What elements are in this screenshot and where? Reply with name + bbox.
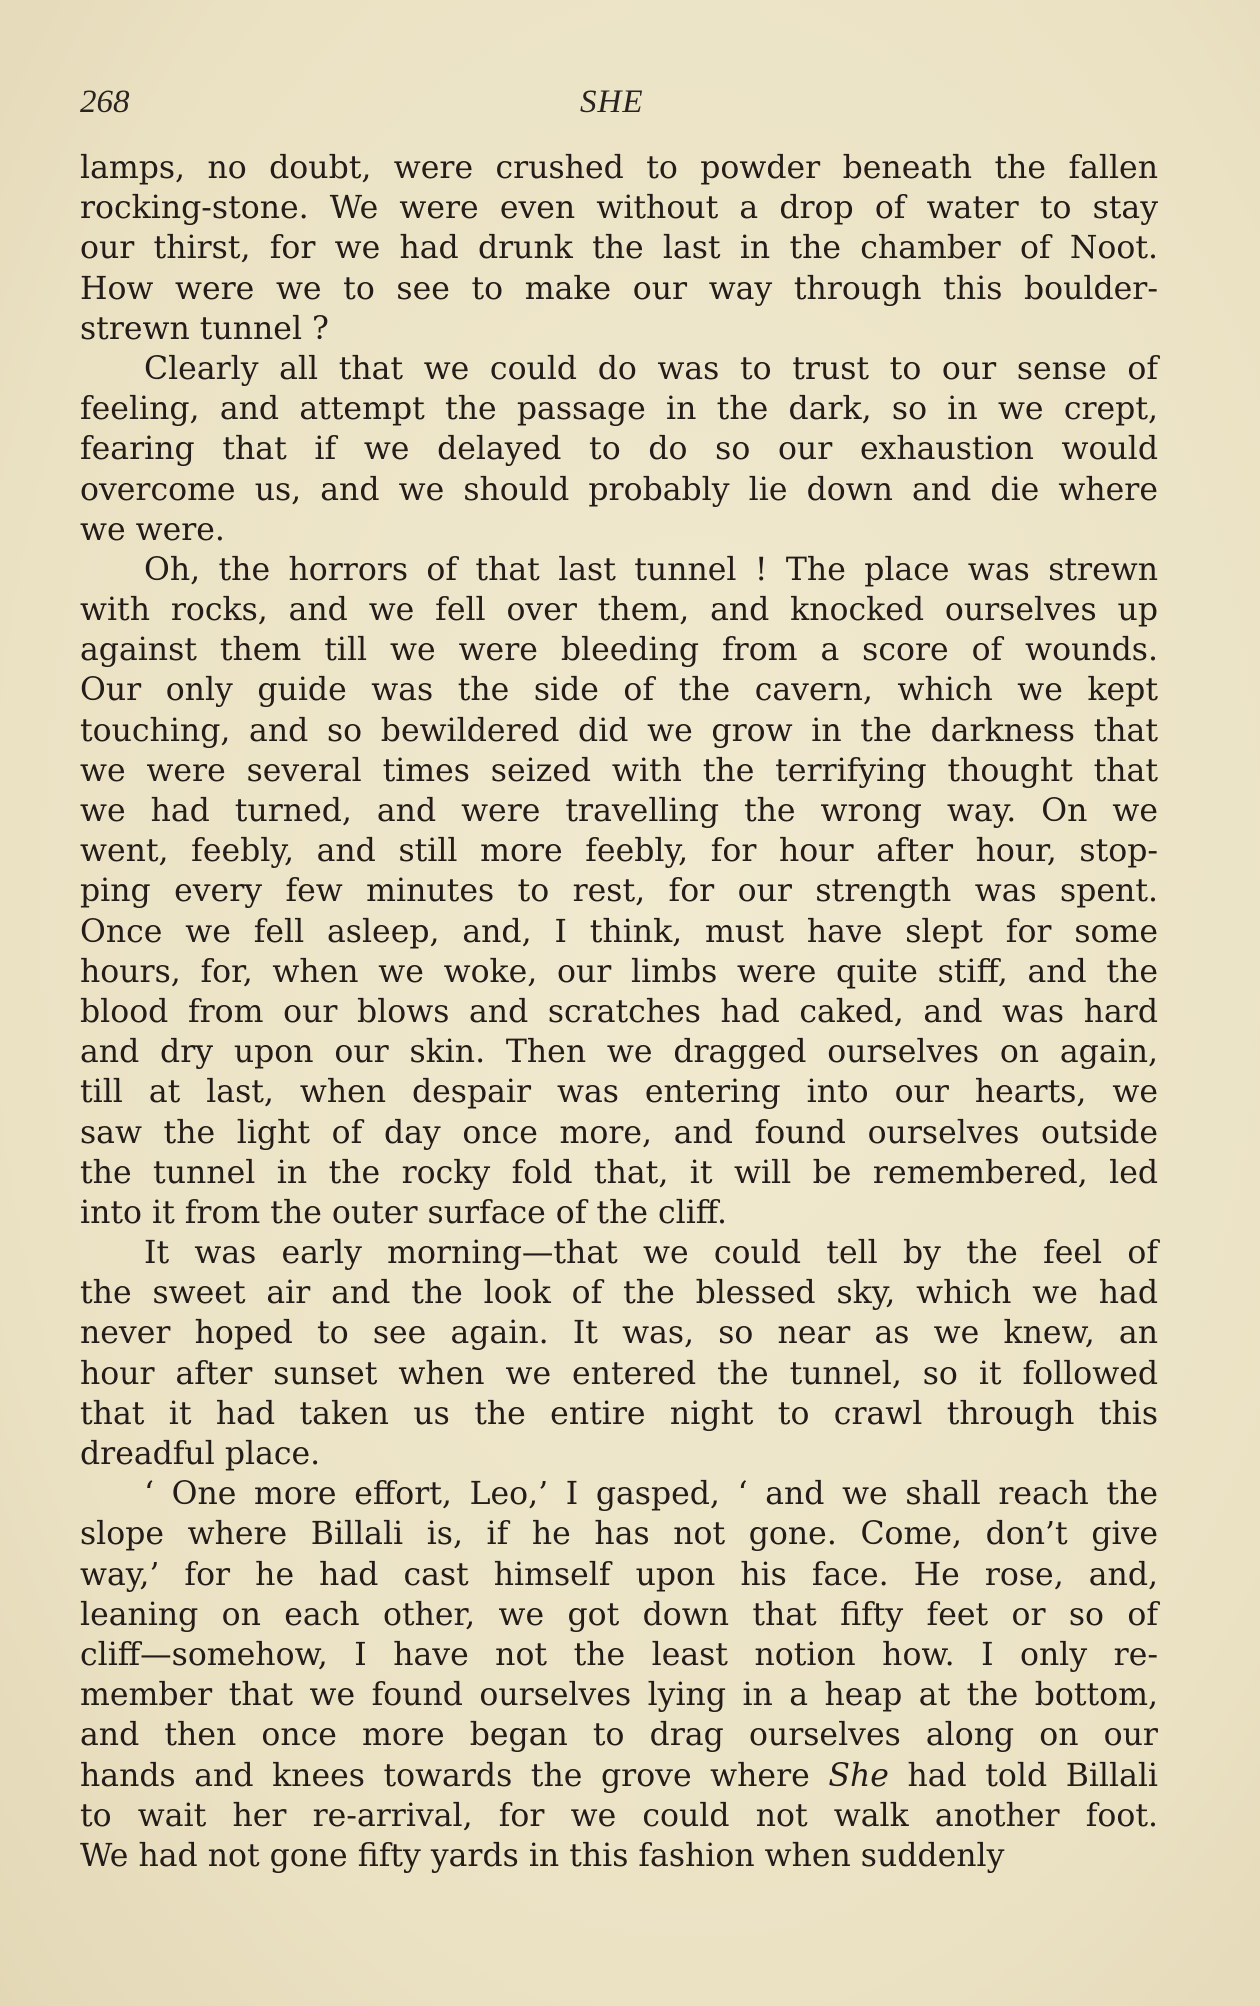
text-line: we had turned, and were travelling the wrong way. On we — [80, 793, 1158, 829]
text-line: never hoped to see again. It was, so near as we knew, an — [80, 1315, 1158, 1352]
text-line: slope where Billali is, if he has not gone. Come, don’t give — [80, 1516, 1158, 1553]
paragraph — [80, 1474, 1158, 1876]
page-number: 268 — [80, 84, 130, 120]
body-text — [80, 148, 1158, 1876]
paragraph — [80, 349, 1158, 550]
text-line: into it from the outer surface of the cliff. — [80, 1194, 728, 1231]
text-line: leaning on each other, we got down that fifty feet or so of — [80, 1596, 1158, 1633]
text-line: our thirst, for we had drunk the last in the chamber of Noot. — [80, 230, 1158, 267]
text-line: went, feebly, and still more feebly, for hour after hour, stop- — [80, 833, 1158, 870]
text-line: lamps, no doubt, were crushed to powder beneath the fallen — [80, 150, 1158, 186]
text-line: ping every few minutes to rest, for our strength was spent. — [80, 873, 1158, 910]
text-line: till at last, when despair was entering into our hearts, we — [80, 1074, 1158, 1111]
text-line: that it had taken us the entire night to crawl through this — [80, 1395, 1158, 1432]
text-line: against them till we were bleeding from a score of wounds. — [80, 632, 1158, 669]
text-line: and then once more began to drag ourselves along on our — [80, 1717, 1158, 1754]
text-line: Our only guide was the side of the cavern, which we kept — [80, 672, 1158, 709]
page-header — [80, 84, 1160, 128]
text-line: Oh, the horrors of that last tunnel ! The place was strewn — [144, 551, 1158, 588]
text-line: feeling, and attempt the passage in the dark, so in we crept, — [80, 391, 1158, 428]
text-line: saw the light of day once more, and found ourselves outside — [80, 1114, 1158, 1151]
paragraph — [80, 1233, 1158, 1474]
text-line: the sweet air and the look of the blessed sky, which we had — [80, 1275, 1158, 1312]
text-line: we were. — [80, 511, 225, 548]
text-line: to wait her re-arrival, for we could not walk another foot. — [80, 1797, 1158, 1834]
paragraph — [80, 550, 1158, 1233]
text-line: strewn tunnel ? — [80, 310, 329, 347]
text-line: We had not gone fifty yards in this fashion when suddenly — [80, 1837, 1005, 1874]
text-line: way,’ for he had cast himself upon his face. He rose, and, — [80, 1556, 1158, 1593]
text-line: hands and knees towards the grove where She had told Billali — [80, 1757, 1159, 1794]
text-line: cliff—somehow, I have not the least notion how. I only re- — [80, 1636, 1158, 1673]
text-line: hour after sunset when we entered the tunnel, so it followed — [80, 1355, 1158, 1392]
text-line: rocking-stone. We were even without a drop of water to stay — [80, 190, 1158, 227]
text-line: touching, and so bewildered did we grow in the darkness that — [80, 712, 1158, 749]
text-line: fearing that if we delayed to do so our exhaustion would — [80, 431, 1158, 468]
text-line: hours, for, when we woke, our limbs were quite stiff, and the — [80, 953, 1158, 990]
text-line: Clearly all that we could do was to trust to our sense of — [144, 350, 1158, 387]
text-line: How were we to see to make our way through this boulder- — [80, 270, 1158, 307]
text-line: Once we fell asleep, and, I think, must have slept for some — [80, 913, 1158, 950]
text-line: dreadful place. — [80, 1436, 321, 1472]
text-line: we were several times seized with the terrifying thought that — [80, 752, 1158, 789]
text-line: It was early morning—that we could tell by the feel of — [144, 1235, 1158, 1272]
text-line: member that we found ourselves lying in a heap at the bottom, — [80, 1677, 1158, 1714]
text-line: blood from our blows and scratches had caked, and was hard — [80, 993, 1158, 1030]
running-title: SHE — [580, 84, 644, 120]
text-line: overcome us, and we should probably lie down and die where — [80, 471, 1158, 508]
text-line: ‘ One more effort, Leo,’ I gasped, ‘ and we shall reach the — [144, 1476, 1158, 1513]
text-line: and dry upon our skin. Then we dragged ourselves on again, — [80, 1034, 1158, 1071]
text-line: the tunnel in the rocky fold that, it will be remembered, led — [80, 1154, 1158, 1191]
paragraph — [80, 148, 1158, 349]
text-line: with rocks, and we fell over them, and knocked ourselves up — [80, 592, 1158, 629]
